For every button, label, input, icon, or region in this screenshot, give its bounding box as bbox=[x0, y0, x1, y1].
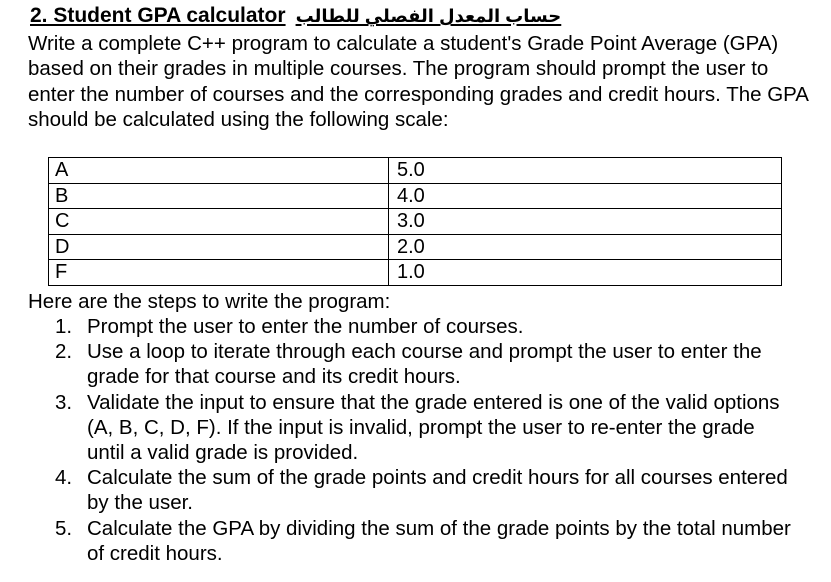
grade-cell: B bbox=[49, 183, 389, 209]
step-text: Calculate the sum of the grade points and credit hours for all courses entered by the user. bbox=[87, 466, 788, 515]
table-row bbox=[49, 234, 782, 260]
step-number: 5. bbox=[55, 516, 73, 540]
heading-arabic-title: حساب المعدل الفصلي للطالب bbox=[295, 6, 562, 26]
step-text: Prompt the user to enter the number of courses. bbox=[87, 315, 524, 338]
grade-cell: D bbox=[49, 234, 389, 260]
step-number: 1. bbox=[55, 315, 73, 338]
list-item bbox=[55, 339, 795, 389]
points-cell: 2.0 bbox=[389, 234, 782, 260]
list-item bbox=[55, 465, 795, 515]
heading-title: 2. Student GPA calculator bbox=[30, 4, 286, 27]
step-number: 4. bbox=[55, 466, 73, 490]
grade-cell: F bbox=[49, 260, 389, 286]
list-item bbox=[55, 516, 795, 566]
question-heading bbox=[30, 3, 561, 29]
grade-cell: C bbox=[49, 209, 389, 235]
table-row bbox=[49, 209, 782, 235]
grade-scale-table bbox=[48, 157, 782, 286]
points-cell: 5.0 bbox=[389, 158, 782, 184]
table-row bbox=[49, 260, 782, 286]
steps-title: Here are the steps to write the program: bbox=[28, 290, 391, 313]
points-cell: 3.0 bbox=[389, 209, 782, 235]
step-text: Use a loop to iterate through each course and prompt the user to enter the grade for that course and its credit hours. bbox=[87, 340, 762, 389]
step-text: Validate the input to ensure that the grade entered is one of the valid options (A, B, C, D, F). If the input is invalid, prompt the user to re-enter the grade until a valid grade is provided. bbox=[87, 390, 780, 465]
list-item bbox=[55, 390, 795, 466]
table-row bbox=[49, 183, 782, 209]
grade-cell: A bbox=[49, 158, 389, 184]
step-number: 3. bbox=[55, 390, 73, 414]
table-row bbox=[49, 158, 782, 184]
points-cell: 4.0 bbox=[389, 183, 782, 209]
list-item bbox=[55, 314, 795, 339]
steps-list bbox=[55, 314, 795, 566]
points-cell: 1.0 bbox=[389, 260, 782, 286]
step-number: 2. bbox=[55, 340, 73, 364]
intro-paragraph: Write a complete C++ program to calculate a student's Grade Point Average (GPA) based on their grades in multiple courses. The program should prompt the user to enter the number of courses and the corresponding grades and credit hours. The GPA should be calculated using the following scale: bbox=[28, 32, 808, 131]
step-text: Calculate the GPA by dividing the sum of the grade points by the total number of credit hours. bbox=[87, 516, 791, 565]
